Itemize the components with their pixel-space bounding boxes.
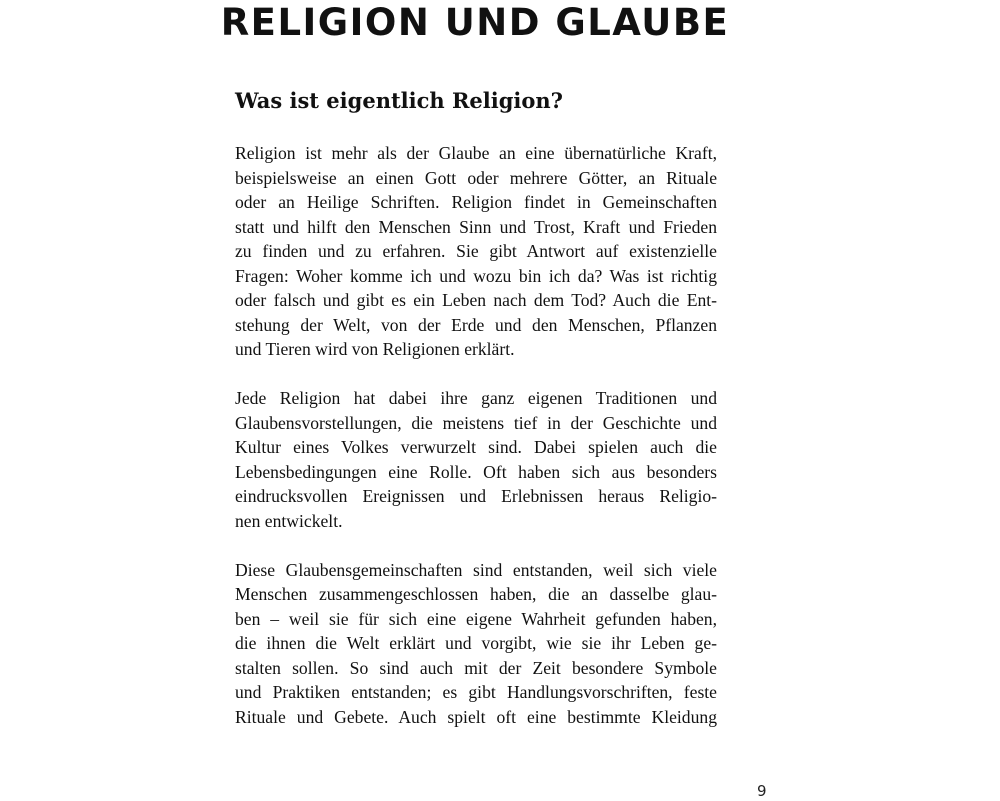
text-line: ben – weil sie für sich eine eigene Wahrheit gefunden haben, <box>235 608 717 629</box>
text-line: Jede Religion hat dabei ihre ganz eigenen Traditionen und <box>235 388 717 408</box>
body-text <box>235 141 717 754</box>
text-line: Glaubensvorstellungen, die meistens tief in der Geschichte und <box>235 412 717 433</box>
text-line: eindrucksvollen Ereignissen und Erlebnissen heraus Religio- <box>235 486 717 506</box>
paragraph <box>235 386 717 533</box>
paragraph <box>235 558 717 730</box>
page-number: 9 <box>757 782 767 800</box>
text-line: Fragen: Woher komme ich und wozu bin ich da? Was ist richtig <box>235 265 717 286</box>
text-line: oder an Heilige Schriften. Religion findet in Gemeinschaften <box>235 192 717 212</box>
text-line: stehung der Welt, von der Erde und den Menschen, Pflanzen <box>235 314 717 335</box>
text-line: Menschen zusammengeschlossen haben, die an dasselbe glau- <box>235 584 717 604</box>
text-line: Lebensbedingungen eine Rolle. Oft haben sich aus besonders <box>235 461 717 482</box>
section-heading: Was ist eigentlich Religion? <box>235 88 563 113</box>
text-line: zu finden und zu erfahren. Sie gibt Antwort auf existenzielle <box>235 241 717 261</box>
text-line: die ihnen die Welt erklärt und vorgibt, wie sie ihr Leben ge- <box>235 633 717 653</box>
text-line: stalten sollen. So sind auch mit der Zeit besondere Symbole <box>235 657 717 678</box>
text-line: oder falsch und gibt es ein Leben nach dem Tod? Auch die Ent- <box>235 290 717 310</box>
text-line: beispielsweise an einen Gott oder mehrere Götter, an Rituale <box>235 167 717 188</box>
text-line: statt und hilft den Menschen Sinn und Trost, Kraft und Frieden <box>235 216 717 237</box>
text-line: nen entwickelt. <box>235 510 343 531</box>
text-line: und Praktiken entstanden; es gibt Handlungsvorschriften, feste <box>235 682 717 702</box>
text-line: Rituale und Gebete. Auch spielt oft eine bestimmte Kleidung <box>235 706 717 727</box>
text-line: und Tieren wird von Religionen erklärt. <box>235 339 515 359</box>
text-line: Religion ist mehr als der Glaube an eine übernatürliche Kraft, <box>235 143 717 163</box>
text-line: Kultur eines Volkes verwurzelt sind. Dabei spielen auch die <box>235 437 717 457</box>
paragraph <box>235 141 717 362</box>
chapter-title: RELIGION UND GLAUBE <box>220 1 730 44</box>
text-line: Diese Glaubensgemeinschaften sind entstanden, weil sich viele <box>235 559 717 580</box>
